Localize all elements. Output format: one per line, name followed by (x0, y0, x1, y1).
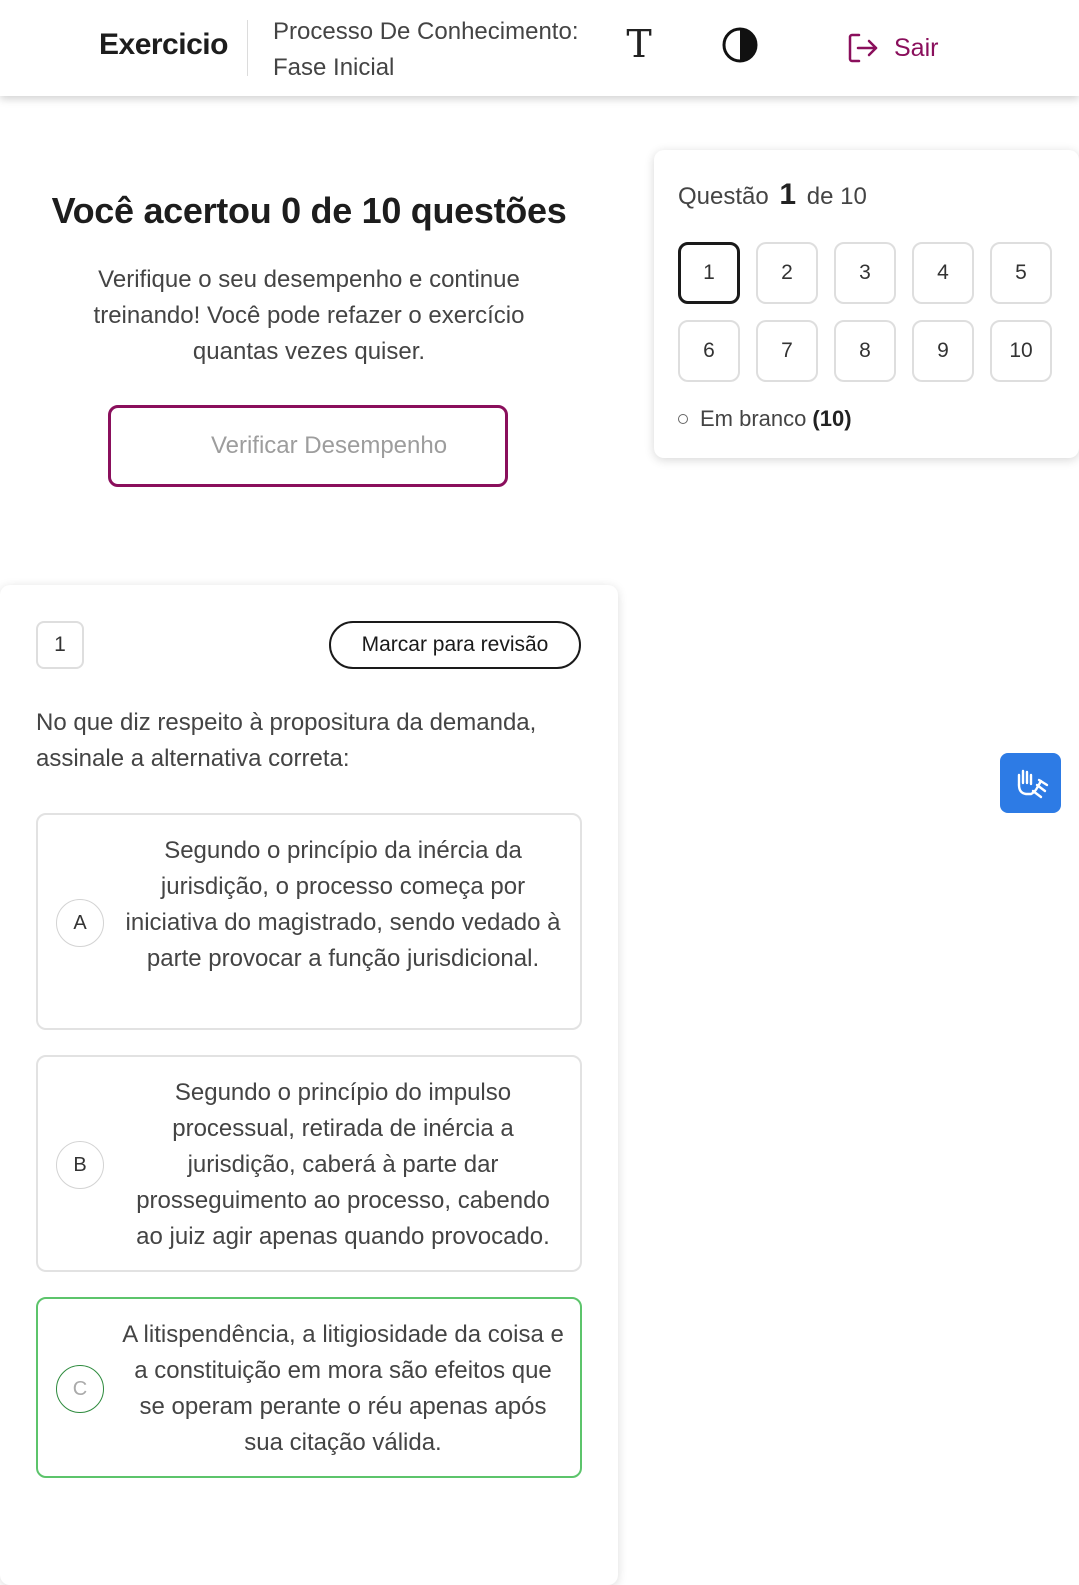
question-button-2[interactable]: 2 (756, 242, 818, 304)
question-text: No que diz respeito à propositura da demanda, assinale a alternativa correta: (36, 709, 537, 772)
brand-title: Exercicio (99, 28, 228, 61)
question-button-4[interactable]: 4 (912, 242, 974, 304)
contrast-icon[interactable] (722, 27, 758, 63)
question-button-7[interactable]: 7 (756, 320, 818, 382)
question-navigator (654, 150, 1079, 458)
question-button-8[interactable]: 8 (834, 320, 896, 382)
blank-dot-icon (678, 414, 688, 424)
question-card (0, 585, 618, 1585)
option-letter-b: B (56, 1141, 104, 1189)
option-c[interactable] (36, 1297, 582, 1478)
option-text-a: Segundo o princípio da inércia da jurisdição, o processo começa por iniciativa do magistrado, sendo vedado à parte provocar a função jurisdicional. (125, 837, 561, 972)
navigator-prefix: Questão (678, 183, 769, 210)
logout-button[interactable] (846, 30, 938, 66)
logout-label: Sair (894, 33, 939, 62)
top-header (0, 0, 1079, 96)
verify-performance-button[interactable]: Verificar Desempenho (108, 405, 508, 487)
sign-language-button[interactable] (1000, 753, 1061, 813)
question-button-3[interactable]: 3 (834, 242, 896, 304)
option-letter-a: A (56, 899, 104, 947)
header-divider (247, 20, 248, 76)
result-title: Você acertou 0 de 10 questões (51, 190, 567, 231)
legend-label: Em branco (700, 406, 807, 431)
navigator-suffix: de 10 (806, 183, 867, 210)
navigator-current: 1 (779, 178, 797, 211)
subtitle-line-1: Processo De Conhecimento: (273, 18, 579, 45)
navigator-heading (678, 178, 867, 212)
question-button-9[interactable]: 9 (912, 320, 974, 382)
sign-language-icon (1011, 763, 1051, 803)
mark-review-button[interactable]: Marcar para revisão (329, 621, 581, 669)
blank-legend (678, 406, 852, 432)
question-button-6[interactable]: 6 (678, 320, 740, 382)
option-text-c: A litispendência, a litigiosidade da coisa e a constituição em mora são efeitos que se operam perante o réu apenas após sua citação válida. (122, 1321, 564, 1456)
logout-icon (846, 31, 880, 65)
question-button-5[interactable]: 5 (990, 242, 1052, 304)
text-size-icon[interactable]: T (626, 22, 652, 66)
question-button-10[interactable]: 10 (990, 320, 1052, 382)
option-b[interactable] (36, 1055, 582, 1272)
question-number: 1 (36, 621, 84, 669)
option-a[interactable] (36, 813, 582, 1030)
question-button-1[interactable]: 1 (678, 242, 740, 304)
option-text-b: Segundo o princípio do impulso processual, retirada de inércia a jurisdição, caberá à parte dar prosseguimento ao processo, cabendo ao juiz agir apenas quando provocado. (136, 1079, 550, 1250)
legend-count: (10) (812, 406, 852, 431)
exercise-subtitle (273, 14, 578, 86)
result-description: Verifique o seu desempenho e continue treinando! Você pode refazer o exercício quantas vezes quiser. (93, 266, 525, 365)
subtitle-line-2: Fase Inicial (273, 54, 395, 81)
option-letter-c: C (56, 1365, 104, 1413)
